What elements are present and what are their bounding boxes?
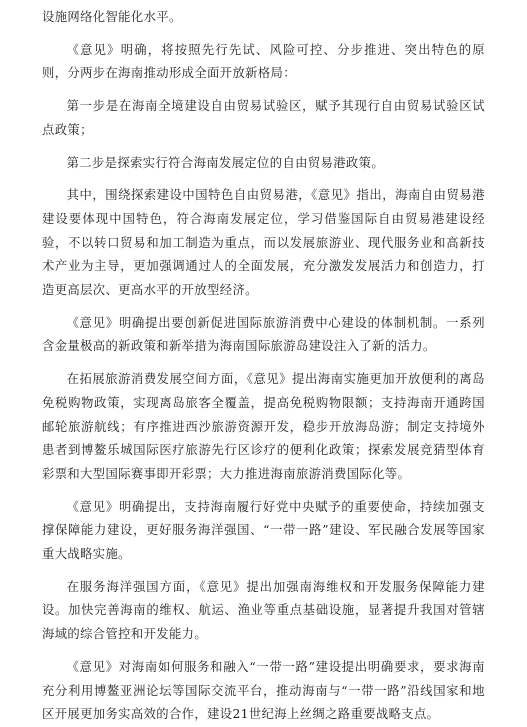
paragraph-step-two: 第二步是探索实行符合海南发展定位的自由贸易港政策。 bbox=[66, 155, 385, 170]
paragraph-support-capability: 《意见》明确提出，支持海南履行好党中央赋予的重要使命，持续加强支撑保障能力建设，更好服务海洋强国、“一带一路”建设、军民融合发展等国家重大战略实施。 bbox=[42, 499, 485, 562]
paragraph-opening-principles: 《意见》明确，将按照先行先试、风险可控、分步推进、突出特色的原则，分两步在海南推动形成全面开放新格局： bbox=[42, 42, 485, 81]
paragraph-continuation: 设施网络化智能化水平。 bbox=[42, 10, 182, 24]
paragraph-tourism-mechanism: 《意见》明确提出要创新促进国际旅游消费中心建设的体制机制。一系列含金量极高的新政策和新举措为海南国际旅游岛建设注入了新的活力。 bbox=[42, 315, 485, 354]
paragraph-step-one: 第一步是在海南全境建设自由贸易试验区，赋予其现行自由贸易试验区试点政策； bbox=[42, 99, 485, 137]
paragraph-tourism-consumption: 在拓展旅游消费发展空间方面，《意见》提出海南实施更加开放便利的离岛免税购物政策，实现离岛旅客全覆盖，提高免税购物限额；支持海南开通跨国邮轮旅游航线；有序推进西沙旅游资源开发，稳步开放海岛游；制定支持境外患者到博鳌乐城国际医疗旅游先行区诊疗的便利化政策；探索发展竞猜型体育彩票和大型国际赛事即开彩票；大力推进海南旅游消费国际化等。 bbox=[42, 372, 485, 481]
paragraph-free-trade-port: 其中，围绕探索建设中国特色自由贸易港，《意见》指出，海南自由贸易港建设要体现中国特色，符合海南发展定位，学习借鉴国际自由贸易港建设经验，不以转口贸易和加工制造为重点，而以发展旅游业、现代服务业和高新技术产业为主导，更加强调通过人的全面发展，充分激发发展活力和创造力，打造更高层次、更高水平的开放型经济。 bbox=[42, 188, 485, 298]
paragraph-belt-and-road: 《意见》对海南如何服务和融入“一带一路”建设提出明确要求，要求海南充分利用博鳌亚洲论坛等国际交流平台，推动海南与“一带一路”沿线国家和地区开展更加务实高效的合作，建设21世纪海上丝绸之路重要战略支点。 bbox=[42, 659, 485, 722]
paragraph-maritime-power: 在服务海洋强国方面，《意见》提出加强南海维权和开发服务保障能力建设。加快完善海南的维权、航运、渔业等重点基础设施，显著提升我国对管辖海域的综合管控和开发能力。 bbox=[42, 579, 485, 642]
